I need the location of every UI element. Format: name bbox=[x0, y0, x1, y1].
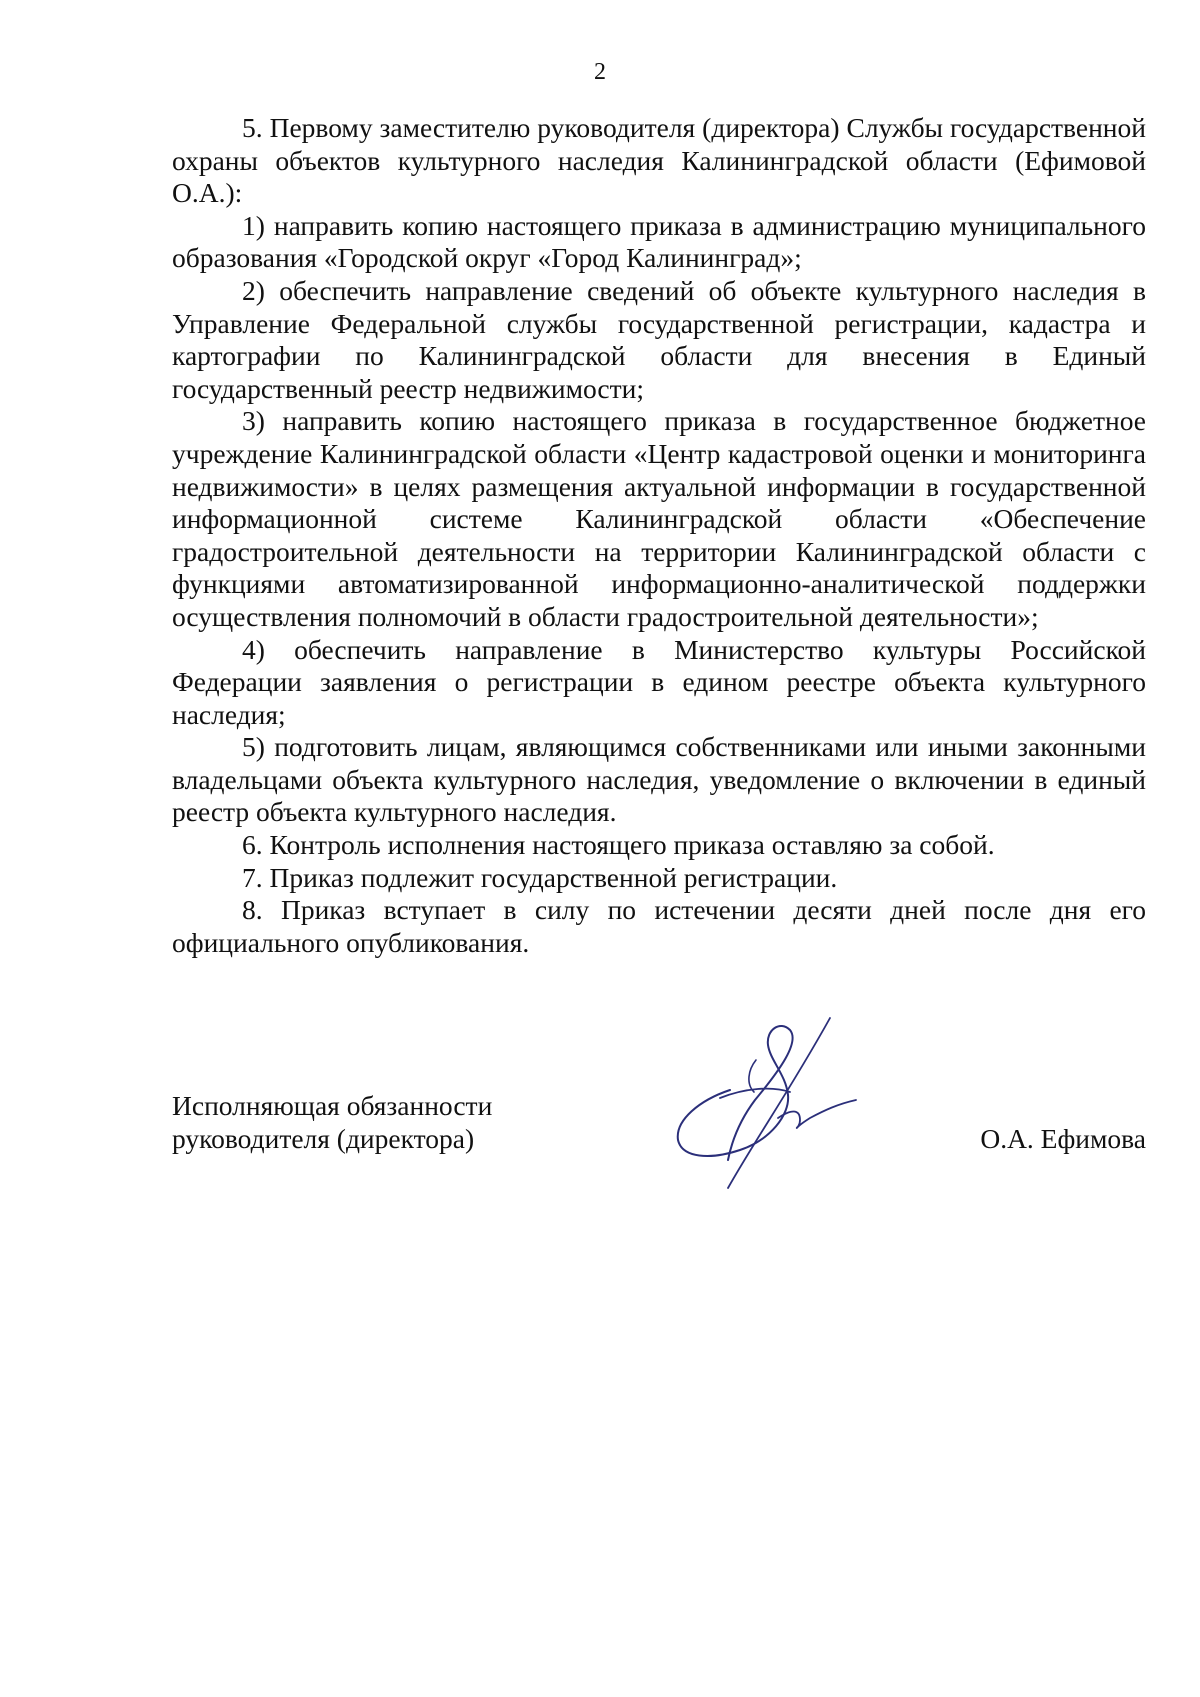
handwritten-signature bbox=[660, 1000, 880, 1190]
signature-stroke-main-loop bbox=[678, 1090, 788, 1156]
paragraph-5-item-2: 2) обеспечить направление сведений об объекте культурного наследия в Управление Федеральной службы государственной регистрации, кадастра и картографии по Калининградской области для внесения в Единый государственный реестр недвижимости; bbox=[172, 274, 1146, 404]
paragraph-6: 6. Контроль исполнения настоящего приказа оставляю за собой. bbox=[242, 829, 995, 861]
paragraph-5-item-5: 5) подготовить лицам, являющимся собственниками или иными законными владельцами объекта культурного наследия, уведомление о включении в единый реестр объекта культурного наследия. bbox=[172, 731, 1146, 828]
paragraph-5-item-4: 4) обеспечить направление в Министерство культуры Российской Федерации заявления о регистрации в едином реестре объекта культурного наследия; bbox=[172, 633, 1146, 730]
signature-block bbox=[172, 1090, 1146, 1210]
paragraph-5-item-3: 3) направить копию настоящего приказа в государственное бюджетное учреждение Калининградской области «Центр кадастровой оценки и мониторинга недвижимости» в целях размещения актуальной информации в государственной информационной системе Калининградской области «Обеспечение градостроительной деятельности на территории Калининградской области с функциями автоматизированной информационно-аналитической поддержки осуществления полномочий в области градостроительной деятельности»; bbox=[172, 405, 1146, 632]
paragraph-5: 5. Первому заместителю руководителя (директора) Службы государственной охраны объектов культурного наследия Калининградской области (Ефимовой О.А.): bbox=[172, 112, 1146, 209]
order-body bbox=[172, 112, 1146, 959]
signatory-position-line-1: Исполняющая обязанности bbox=[172, 1090, 493, 1121]
signature-stroke-tall-line bbox=[728, 1018, 830, 1188]
page-number: 2 bbox=[594, 59, 606, 85]
paragraph-7: 7. Приказ подлежит государственной регистрации. bbox=[242, 861, 838, 893]
signature-stroke-tail bbox=[778, 1100, 856, 1128]
signatory-position-line-2: руководителя (директора) bbox=[172, 1122, 475, 1154]
signatory-name: О.А. Ефимова bbox=[980, 1122, 1146, 1154]
paragraph-8: 8. Приказ вступает в силу по истечении десяти дней после дня его официального опубликования. bbox=[172, 894, 1146, 958]
signature-stroke-inner-hook bbox=[749, 1060, 756, 1092]
signatory-position bbox=[172, 1090, 492, 1155]
paragraph-5-item-1: 1) направить копию настоящего приказа в администрацию муниципального образования «Городской округ «Город Калининград»; bbox=[172, 209, 1146, 274]
